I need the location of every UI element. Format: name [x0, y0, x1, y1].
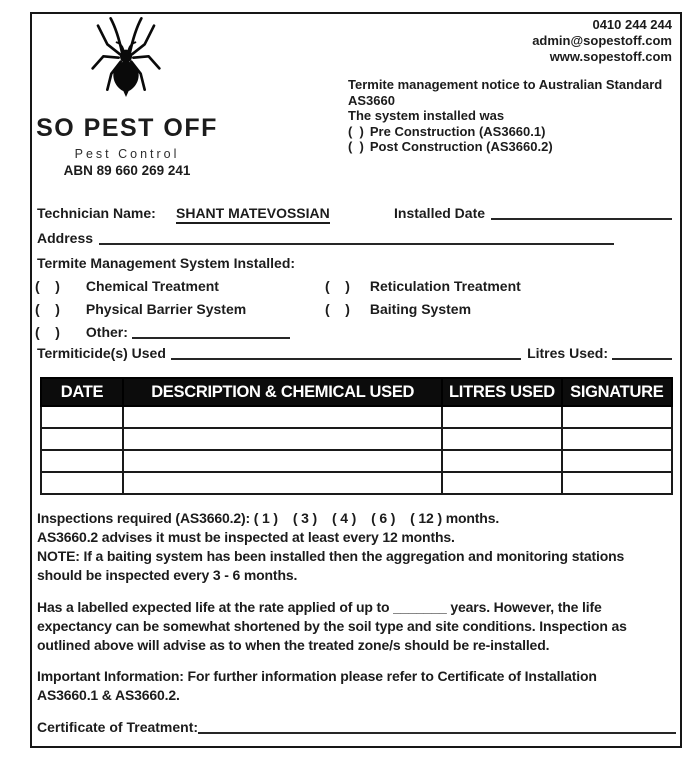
system-installed-heading: Termite Management System Installed: — [37, 255, 296, 271]
notice-title-line1: Termite management notice to Australian Standard — [348, 77, 663, 92]
table-row — [41, 428, 672, 450]
address-blank[interactable] — [99, 230, 614, 245]
inspections-line3: NOTE: If a baiting system has been installed then the aggregation and monitoring stations — [37, 548, 625, 564]
notice-block — [348, 77, 662, 155]
contact-phone: 0410 244 244 — [592, 17, 672, 32]
column-header-date: DATE — [41, 378, 123, 406]
physical-barrier-option — [35, 301, 246, 318]
contact-website: www.sopestoff.com — [549, 49, 672, 64]
inspections-line2: AS3660.2 advises it must be inspected at least every 12 months. — [37, 529, 455, 545]
termiticide-used-blank[interactable] — [171, 345, 521, 360]
table-row — [41, 450, 672, 472]
contact-block — [532, 17, 672, 65]
address-label: Address — [37, 230, 94, 246]
pre-construction-checkbox[interactable]: ( ) — [348, 123, 364, 139]
address-row — [37, 230, 614, 247]
table-cell[interactable] — [41, 450, 123, 472]
column-header-signature: SIGNATURE — [562, 378, 672, 406]
chemical-treatment-checkbox[interactable]: ( ) — [35, 278, 60, 294]
table-cell[interactable] — [442, 472, 561, 494]
baiting-system-checkbox[interactable]: ( ) — [325, 301, 350, 317]
technician-row — [37, 205, 377, 224]
table-cell[interactable] — [562, 450, 672, 472]
expected-life-paragraph — [37, 598, 627, 655]
inspections-line4: should be inspected every 3 - 6 months. — [37, 567, 298, 583]
reticulation-treatment-checkbox[interactable]: ( ) — [325, 278, 350, 294]
reticulation-treatment-label: Reticulation Treatment — [369, 278, 521, 294]
certificate-blank[interactable] — [198, 719, 676, 734]
table-cell[interactable] — [41, 406, 123, 428]
treatment-table — [40, 377, 673, 495]
table-cell[interactable] — [123, 472, 442, 494]
post-construction-label: Post Construction (AS3660.2) — [369, 139, 553, 154]
table-header-row — [41, 378, 672, 406]
litres-used-label: Litres Used: — [527, 345, 608, 361]
table-cell[interactable] — [123, 406, 442, 428]
technician-name-value[interactable]: SHANT MATEVOSSIAN — [176, 205, 330, 224]
physical-barrier-checkbox[interactable]: ( ) — [35, 301, 60, 317]
litres-used-blank[interactable] — [612, 345, 672, 360]
treatment-table-wrap — [40, 377, 673, 495]
termiticide-row — [37, 345, 672, 362]
baiting-system-label: Baiting System — [369, 301, 472, 317]
chemical-treatment-option — [35, 278, 219, 295]
other-option — [35, 324, 290, 341]
chemical-treatment-label: Chemical Treatment — [85, 278, 219, 294]
inspections-line1: Inspections required (AS3660.2): ( 1 ) ( 3 ) ( 4 ) ( 6 ) ( 12 ) months. — [37, 510, 500, 526]
contact-email: admin@sopestoff.com — [532, 33, 672, 48]
notice-title-line2: AS3660 — [348, 92, 395, 108]
table-cell[interactable] — [41, 472, 123, 494]
physical-barrier-label: Physical Barrier System — [85, 301, 247, 317]
table-cell[interactable] — [123, 428, 442, 450]
installed-date-label: Installed Date — [394, 205, 486, 221]
other-checkbox[interactable]: ( ) — [35, 324, 60, 340]
notice-subtitle: The system installed was — [348, 108, 505, 123]
pre-construction-option — [348, 124, 662, 140]
table-row — [41, 472, 672, 494]
column-header-litres: LITRES USED — [442, 378, 561, 406]
table-cell[interactable] — [562, 472, 672, 494]
post-construction-checkbox[interactable]: ( ) — [348, 139, 364, 154]
reticulation-treatment-option — [325, 278, 521, 295]
important-info-paragraph — [37, 667, 597, 705]
table-cell[interactable] — [41, 428, 123, 450]
baiting-system-option — [325, 301, 471, 318]
technician-name-label: Technician Name: — [37, 205, 156, 221]
table-cell[interactable] — [442, 428, 561, 450]
table-cell[interactable] — [562, 428, 672, 450]
expected-life-line2: expectancy can be somewhat shortened by the soil type and site conditions. Inspection as — [37, 618, 627, 634]
table-cell[interactable] — [562, 406, 672, 428]
important-info-line2: AS3660.1 & AS3660.2. — [37, 687, 180, 703]
expected-life-line3: outlined above will advise as to when the treated zone/s should be re-installed. — [37, 637, 550, 653]
certificate-row — [37, 719, 676, 736]
installed-date-row — [394, 205, 672, 222]
table-cell[interactable] — [442, 450, 561, 472]
spider-icon — [86, 14, 166, 116]
brand-wordmark: SO PEST OFF — [36, 114, 218, 142]
post-construction-option — [348, 139, 662, 155]
expected-life-line1: Has a labelled expected life at the rate applied of up to _______ years. However, the life — [37, 599, 602, 615]
important-info-line1: Important Information: For further information please refer to Certificate of Installation — [37, 668, 597, 684]
installed-date-blank[interactable] — [491, 205, 672, 220]
abn-number: ABN 89 660 269 241 — [63, 163, 191, 178]
inspections-paragraph — [37, 509, 624, 585]
other-blank[interactable] — [132, 324, 290, 339]
column-header-description: DESCRIPTION & CHEMICAL USED — [123, 378, 442, 406]
pre-construction-label: Pre Construction (AS3660.1) — [369, 123, 546, 139]
brand-tagline: Pest Control — [74, 147, 180, 161]
certificate-label: Certificate of Treatment: — [37, 719, 199, 735]
other-label: Other: — [85, 324, 128, 340]
table-row — [41, 406, 672, 428]
table-cell[interactable] — [442, 406, 561, 428]
termiticide-used-label: Termiticide(s) Used — [37, 345, 166, 361]
table-cell[interactable] — [123, 450, 442, 472]
treatment-table-body — [41, 406, 672, 494]
